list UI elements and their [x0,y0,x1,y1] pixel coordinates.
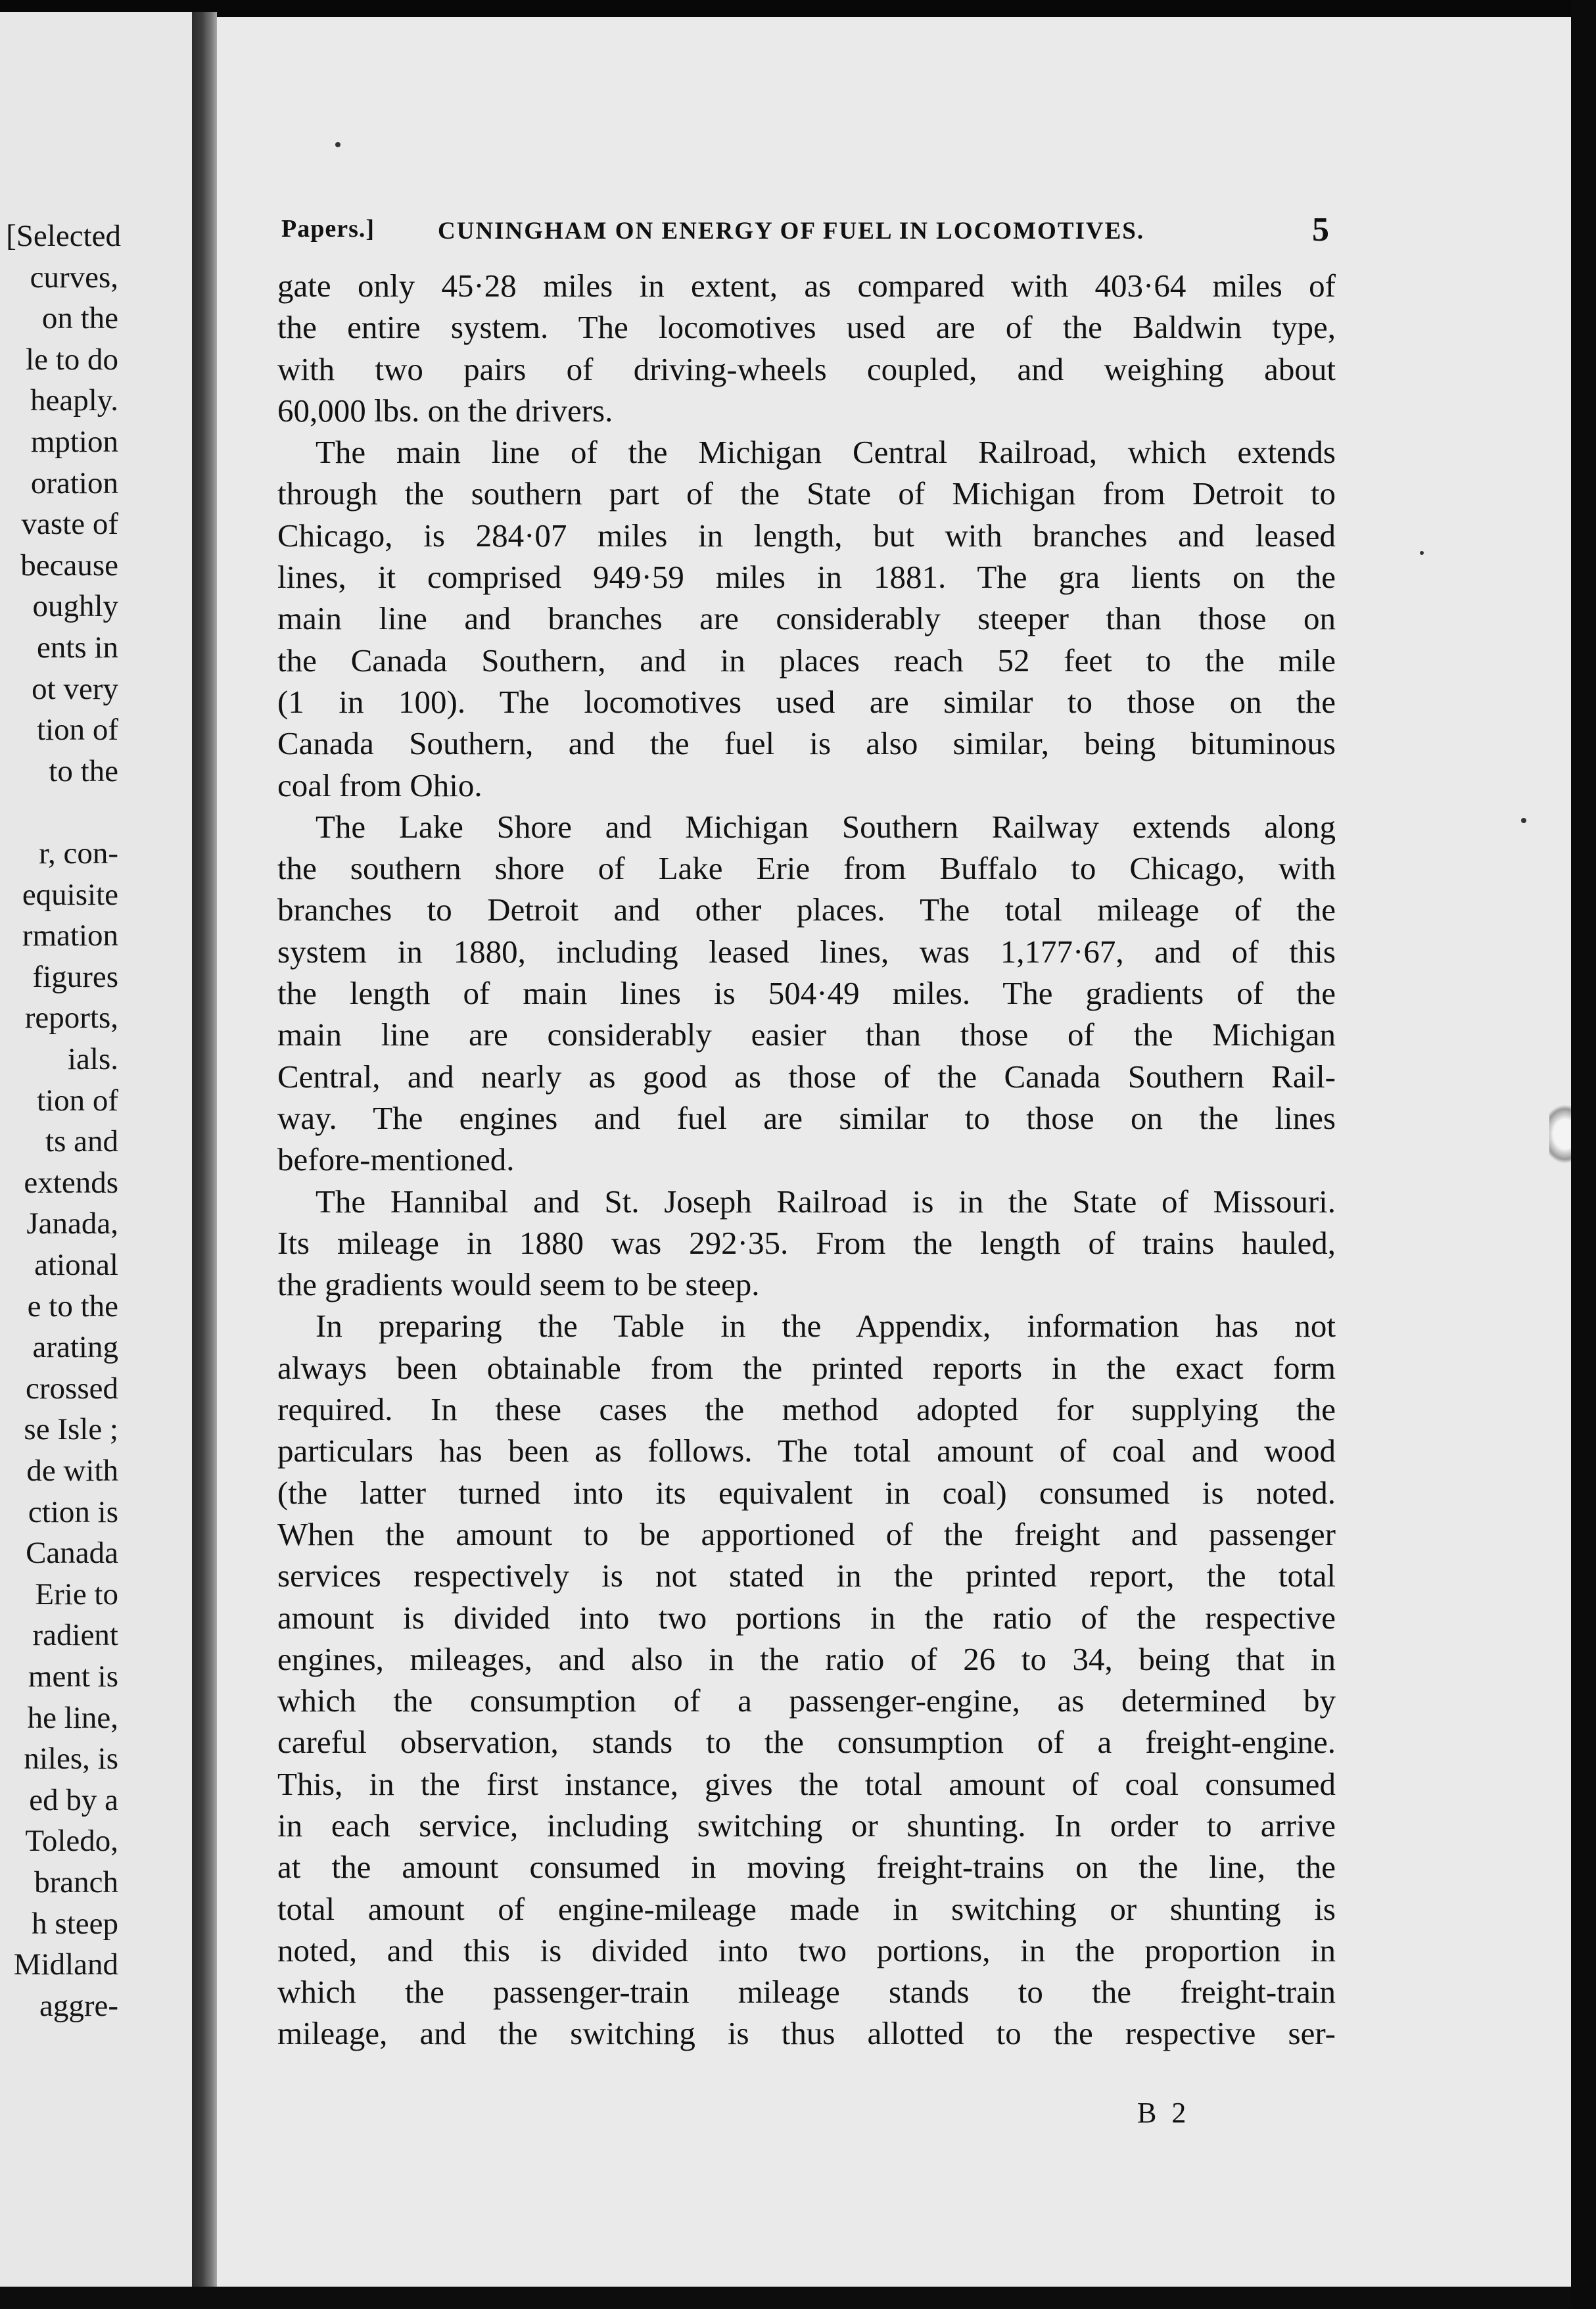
left-page-fragment: on the [41,301,118,336]
paragraph [277,265,1336,431]
scan-border-right [1571,0,1596,2309]
text-line: at the amount consumed in moving freight-trains on the line, the [277,1849,1336,1886]
book-gutter [192,12,217,2287]
left-page-fragment: curves, [30,260,118,295]
left-page-fragment: oration [30,465,118,500]
text-line: branches to Detroit and other places. The total mileage of the [277,892,1336,928]
text-line: services respectively is not stated in the printed report, the total [277,1558,1336,1594]
left-page-fragment: ot very [32,671,118,706]
left-page-fragment: le to do [26,342,118,377]
speck [335,142,340,147]
left-page-fragment: because [20,548,118,583]
left-page-fragment: vaste of [21,507,118,542]
left-page-fragment: reports, [24,1001,118,1035]
text-line: which the consumption of a passenger-engine, as determined by [277,1682,1336,1719]
speck [1521,818,1526,823]
text-line: the gradients would seem to be steep. [277,1266,760,1303]
left-page-fragment: Toledo, [25,1824,118,1859]
signature-mark: B 2 [1137,2097,1190,2129]
text-line: way. The engines and fuel are similar to those on the lines [277,1099,1336,1136]
left-page-fragment: mption [30,425,118,459]
left-page-fragment: radient [32,1618,118,1653]
header-section: Papers.] [281,215,375,243]
text-line: total amount of engine-mileage made in switching or shunting is [277,1890,1336,1927]
text-line: the length of main lines is 504·49 miles. The gradients of the [277,975,1336,1012]
text-line: noted, and this is divided into two portions, in the proportion in [277,1932,1336,1968]
text-line: main line are considerably easier than those of the Michigan [277,1016,1336,1053]
left-page-fragment: ction is [28,1494,118,1529]
left-page-fragment: Erie to [35,1577,118,1611]
left-page-fragment: Midland [13,1947,118,1982]
text-line: Central, and nearly as good as those of the Canada Southern Rail- [277,1058,1336,1095]
left-page-fragment: ed by a [29,1782,118,1817]
running-header [217,211,1571,260]
text-line: Canada Southern, and the fuel is also similar, being bituminous [277,725,1336,762]
text-line: the Canada Southern, and in places reach 52 feet to the mile [277,642,1336,678]
text-line: In preparing the Table in the Appendix, information has not [316,1308,1336,1345]
left-page-fragment: arating [32,1330,118,1365]
text-line: system in 1880, including leased lines, was 1,177·67, and of this [277,933,1336,970]
text-line: lines, it comprised 949·59 miles in 1881. The gra lients on the [277,559,1336,596]
text-line: main line and branches are considerably steeper than those on [277,600,1336,637]
text-line: with two pairs of driving-wheels coupled, and weighing about [277,350,1336,387]
text-line: coal from Ohio. [277,767,482,803]
text-line: Its mileage in 1880 was 292·35. From the length of trains hauled, [277,1224,1336,1261]
text-line: (the latter turned into its equivalent in coal) consumed is noted. [277,1474,1336,1511]
left-page-fragment: he line, [27,1700,118,1735]
paragraph [277,1181,1336,1306]
left-page [0,12,192,2287]
left-page-fragment: tion of [36,713,118,748]
text-line: mileage, and the switching is thus allotted to the respective ser- [277,2015,1336,2052]
text-line: engines, mileages, and also in the ratio of 26 to 34, being that in [277,1640,1336,1677]
text-line: This, in the first instance, gives the total amount of coal consumed [277,1765,1336,1802]
left-page-fragment: rmation [22,918,118,953]
left-page-fragment: ment is [28,1659,118,1694]
text-line: Chicago, is 284·07 miles in length, but with branches and leased [277,517,1336,554]
text-line: The Lake Shore and Michigan Southern Railway extends along [316,808,1336,845]
text-line: always been obtainable from the printed reports in the exact form [277,1349,1336,1386]
left-page-fragment: to the [49,753,118,788]
left-page-fragment: oughly [32,589,118,624]
left-page-fragment: extends [24,1165,118,1200]
left-page-fragment: figures [32,959,118,994]
text-line: particulars has been as follows. The total amount of coal and wood [277,1433,1336,1469]
left-page-fragment: e to the [27,1289,118,1323]
right-page [217,17,1571,2287]
left-page-fragment: h steep [32,1906,118,1941]
text-line: 60,000 lbs. on the drivers. [277,392,613,429]
text-line: required. In these cases the method adopted for supplying the [277,1391,1336,1428]
text-line: amount is divided into two portions in the ratio of the respective [277,1599,1336,1636]
left-page-fragment: heaply. [30,383,118,418]
left-page-fragment: ents in [36,631,118,665]
left-page-fragment: niles, is [24,1742,118,1776]
left-page-fragment: r, con- [39,836,118,870]
text-line: gate only 45·28 miles in extent, as compared with 403·64 miles of [277,268,1336,304]
paragraph [277,431,1336,806]
paragraph [277,806,1336,1181]
text-line: (1 in 100). The locomotives used are similar to those on the [277,683,1336,720]
left-page-fragment: Janada, [26,1206,118,1241]
left-page-fragment: equisite [22,877,118,912]
left-page-fragment: Canada [26,1536,118,1571]
text-line: the southern shore of Lake Erie from Buffalo to Chicago, with [277,850,1336,887]
page-number: 5 [1312,211,1329,249]
text-line: in each service, including switching or shunting. In order to arrive [277,1807,1336,1844]
speck [1420,551,1424,555]
text-line: When the amount to be apportioned of the freight and passenger [277,1515,1336,1552]
left-page-fragment: ts and [45,1124,118,1159]
left-page-fragment: branch [34,1865,118,1899]
left-page-fragment: crossed [26,1371,118,1406]
text-line: The Hannibal and St. Joseph Railroad is in the State of Missouri. [316,1183,1336,1220]
left-page-fragment: ials. [67,1042,118,1076]
text-line: through the southern part of the State of Michigan from Detroit to [277,475,1336,512]
header-title: CUNINGHAM ON ENERGY OF FUEL IN LOCOMOTIVES. [438,218,1145,245]
text-line: careful observation, stands to the consumption of a freight-engine. [277,1724,1336,1761]
text-line: the entire system. The locomotives used are of the Baldwin type, [277,309,1336,346]
text-line: before-mentioned. [277,1141,515,1178]
left-page-fragment: aggre- [39,1988,118,2023]
text-line: which the passenger-train mileage stands to the freight-train [277,1974,1336,2011]
left-page-fragment: [Selected [6,219,121,253]
text-line: The main line of the Michigan Central Railroad, which extends [316,434,1336,471]
left-page-fragment: tion of [36,1083,118,1118]
left-page-fragment: de with [26,1454,118,1488]
left-page-fragment: se Isle ; [24,1412,118,1447]
body-text [277,265,1336,2055]
left-page-fragment: ational [34,1248,118,1282]
paragraph [277,1305,1336,2054]
